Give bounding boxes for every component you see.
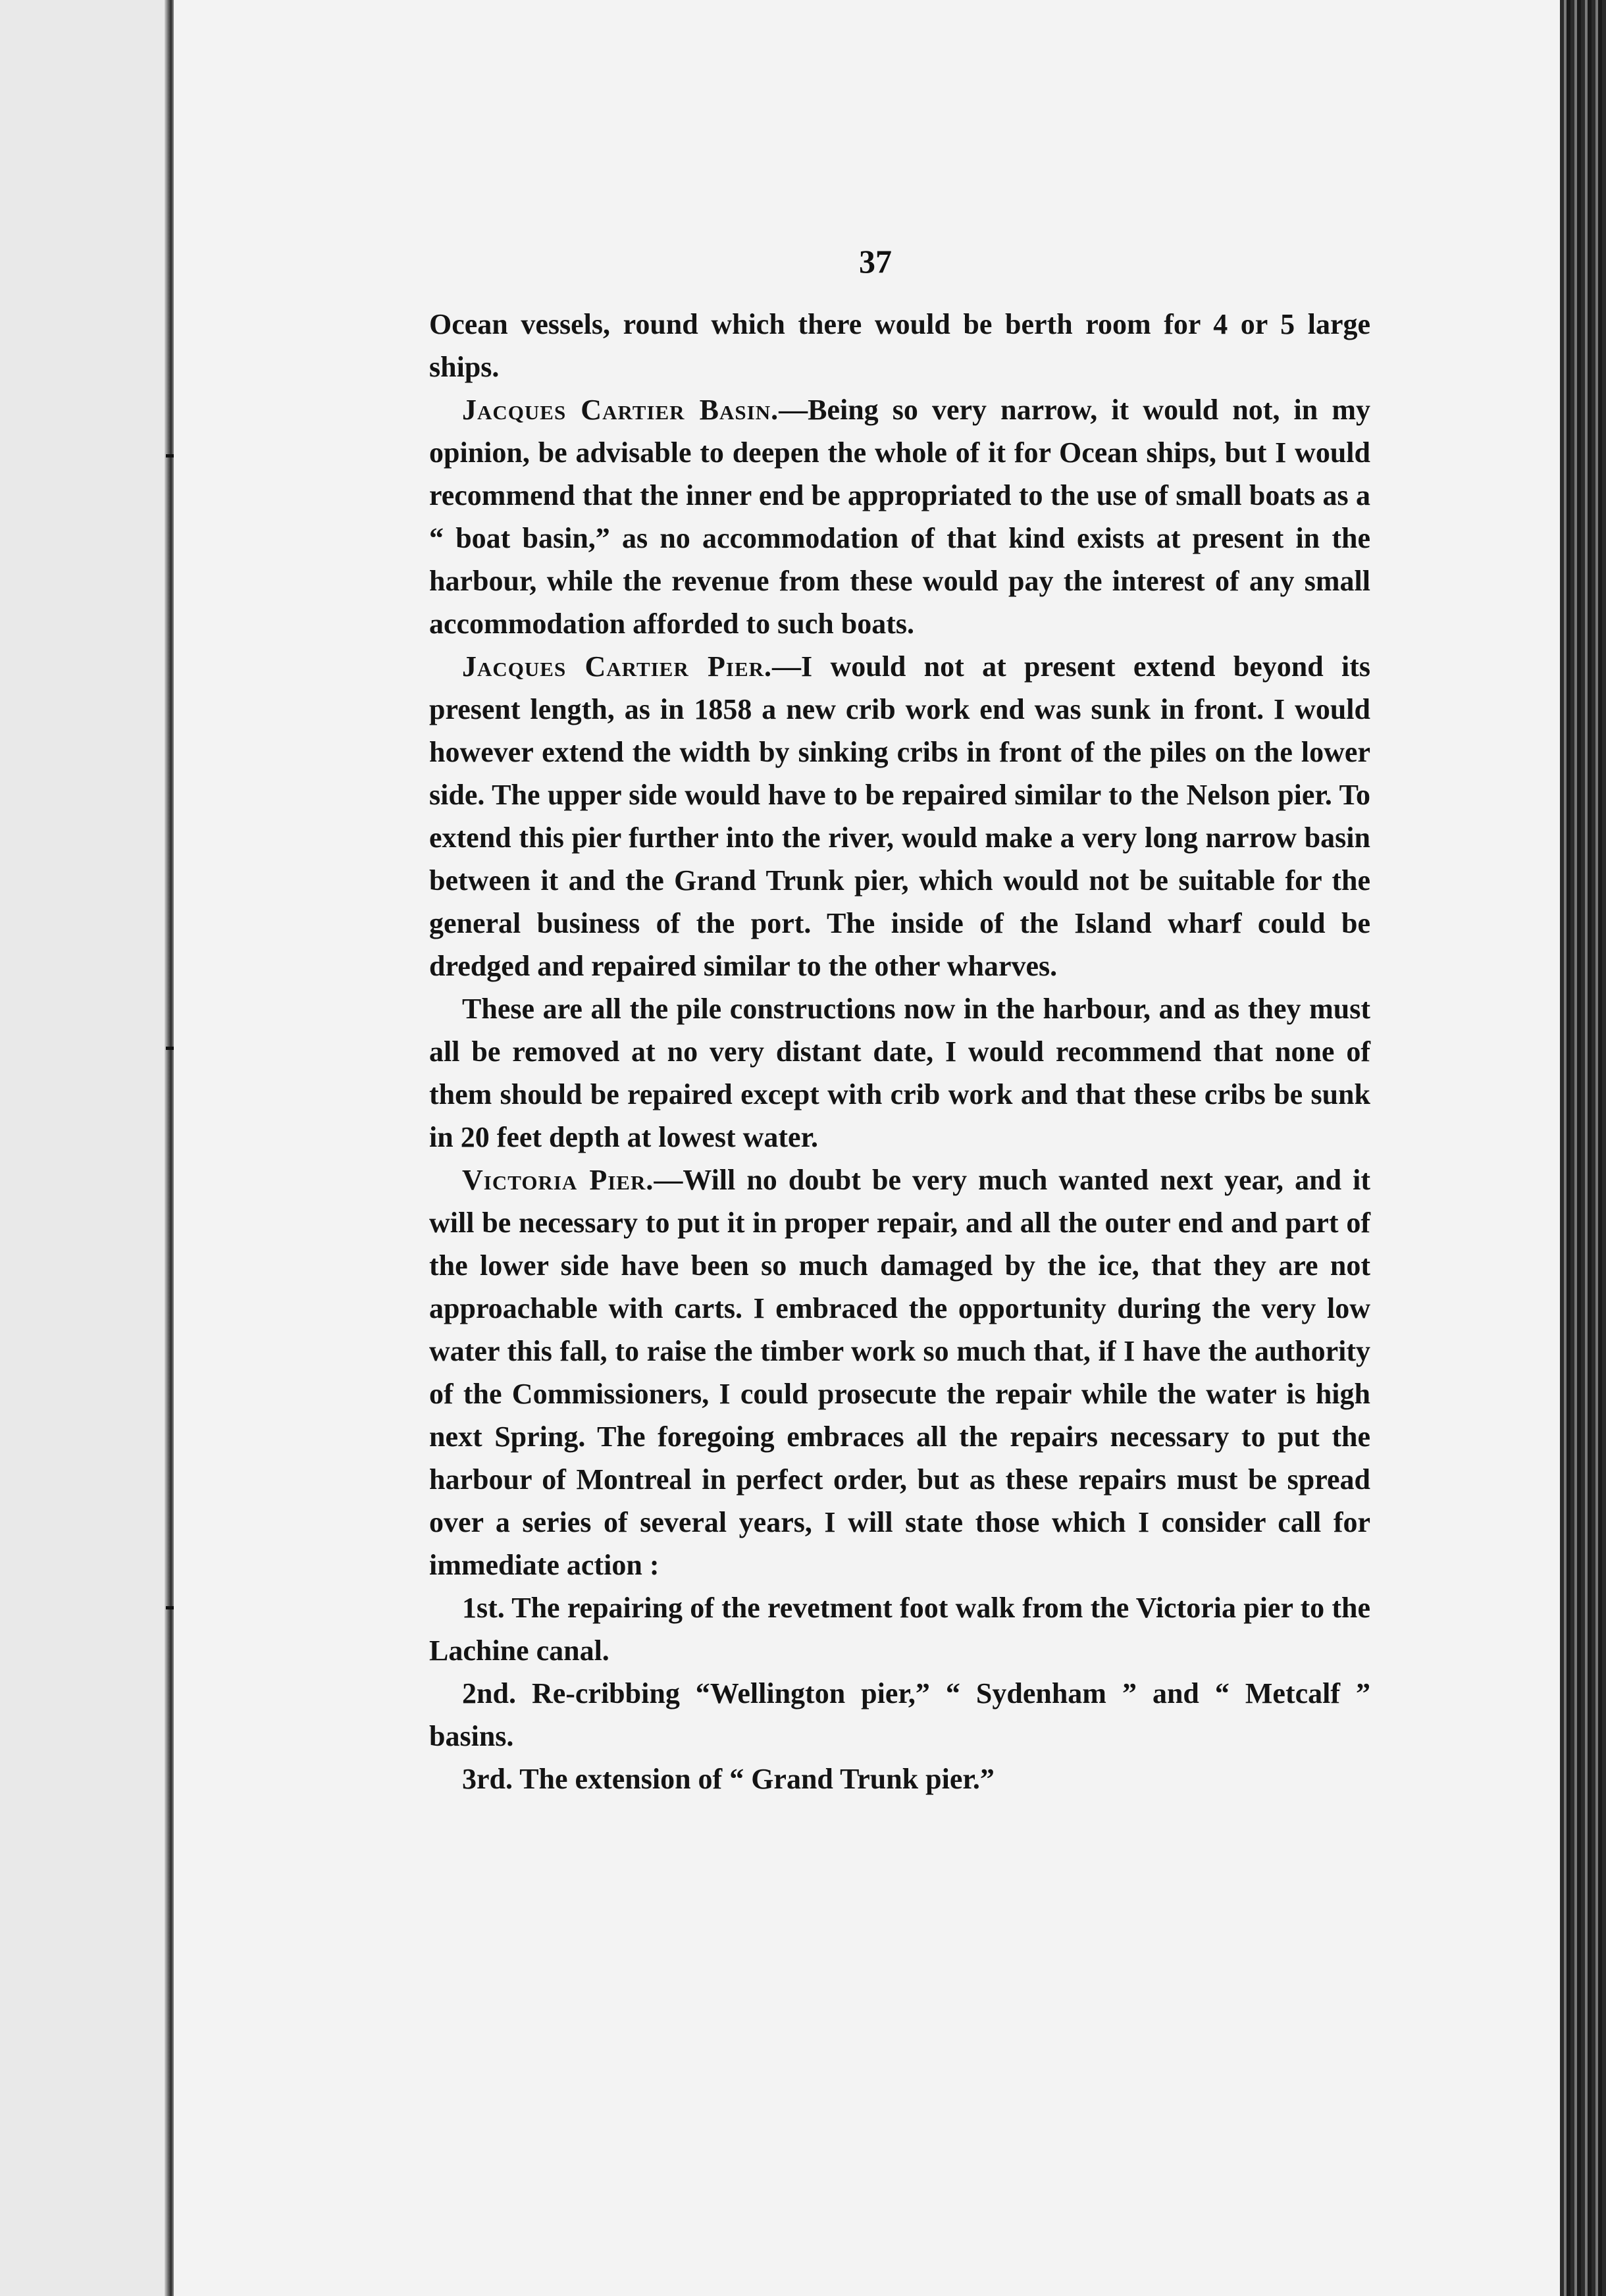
page-stack-edge [1560,0,1606,2296]
list-item: 1st. The repairing of the revetment foot walk from the Victoria pier to the Lachine canal. [429,1592,1370,1667]
body-text [429,303,1370,1800]
facing-page-margin [0,0,171,2296]
paragraph [429,303,1370,388]
paragraph-text: —Will no doubt be very much wanted next year, and it will be necessary to put it in proper repair, and all the outer end and part of the lower side have been so much damaged by the ice, that they are not approachable with carts. I embraced the opportunity during the very low water this fall, to raise the timber work so much that, if I have the authority of the Commissioners, I could prosecute the repair while the water is high next Spring. The foregoing embraces all the repairs necessary to put the harbour of Montreal in perfect order, but as these repairs must be spread over a series of several years, I will state those which I consider call for immediate action : [429,1164,1370,1581]
section-heading: Jacques Cartier Basin. [462,394,779,426]
paragraph [429,987,1370,1159]
paragraph-text: —I would not at present extend beyond its present length, as in 1858 a new crib work end was sunk in front. I would however extend the width by sinking cribs in front of the piles on the lower side. The upper side would have to be repaired similar to the Nelson pier. To extend this pier further into the river, would make a very long narrow basin between it and the Grand Trunk pier, which would not be suitable for the general business of the port. The inside of the Island wharf could be dredged and repaired similar to the other wharves. [429,650,1370,982]
paragraph [429,645,1370,987]
section-heading: Jacques Cartier Pier. [462,650,773,683]
book-gutter [165,0,174,2296]
paragraph-text: —Being so very narrow, it would not, in my opinion, be advisable to deepen the whole of it for Ocean ships, but I would recommend that the inner end be appropriated to the use of small boats as a “ boat basin,” as no accommodation of that kind exists at present in the harbour, while the revenue from these would pay the interest of any small accommodation afforded to such boats. [429,394,1371,640]
list-item: 3rd. The extension of “ Grand Trunk pier.” [462,1763,995,1795]
page-number: 37 [859,243,892,280]
paragraph [429,1159,1370,1586]
list-item: 2nd. Re-cribbing “Wellington pier,” “ Sydenham ” and “ Metcalf ” basins. [429,1677,1370,1752]
paragraph [429,388,1370,645]
paragraph-text: These are all the pile constructions now in the harbour, and as they must all be removed at no very distant date, I would recommend that none of them should be repaired except with crib work and that these cribs be sunk in 20 feet depth at lowest water. [429,993,1370,1153]
paragraph-text: Ocean vessels, round which there would be berth room for 4 or 5 large ships. [429,308,1370,383]
section-heading: Victoria Pier. [462,1164,654,1196]
